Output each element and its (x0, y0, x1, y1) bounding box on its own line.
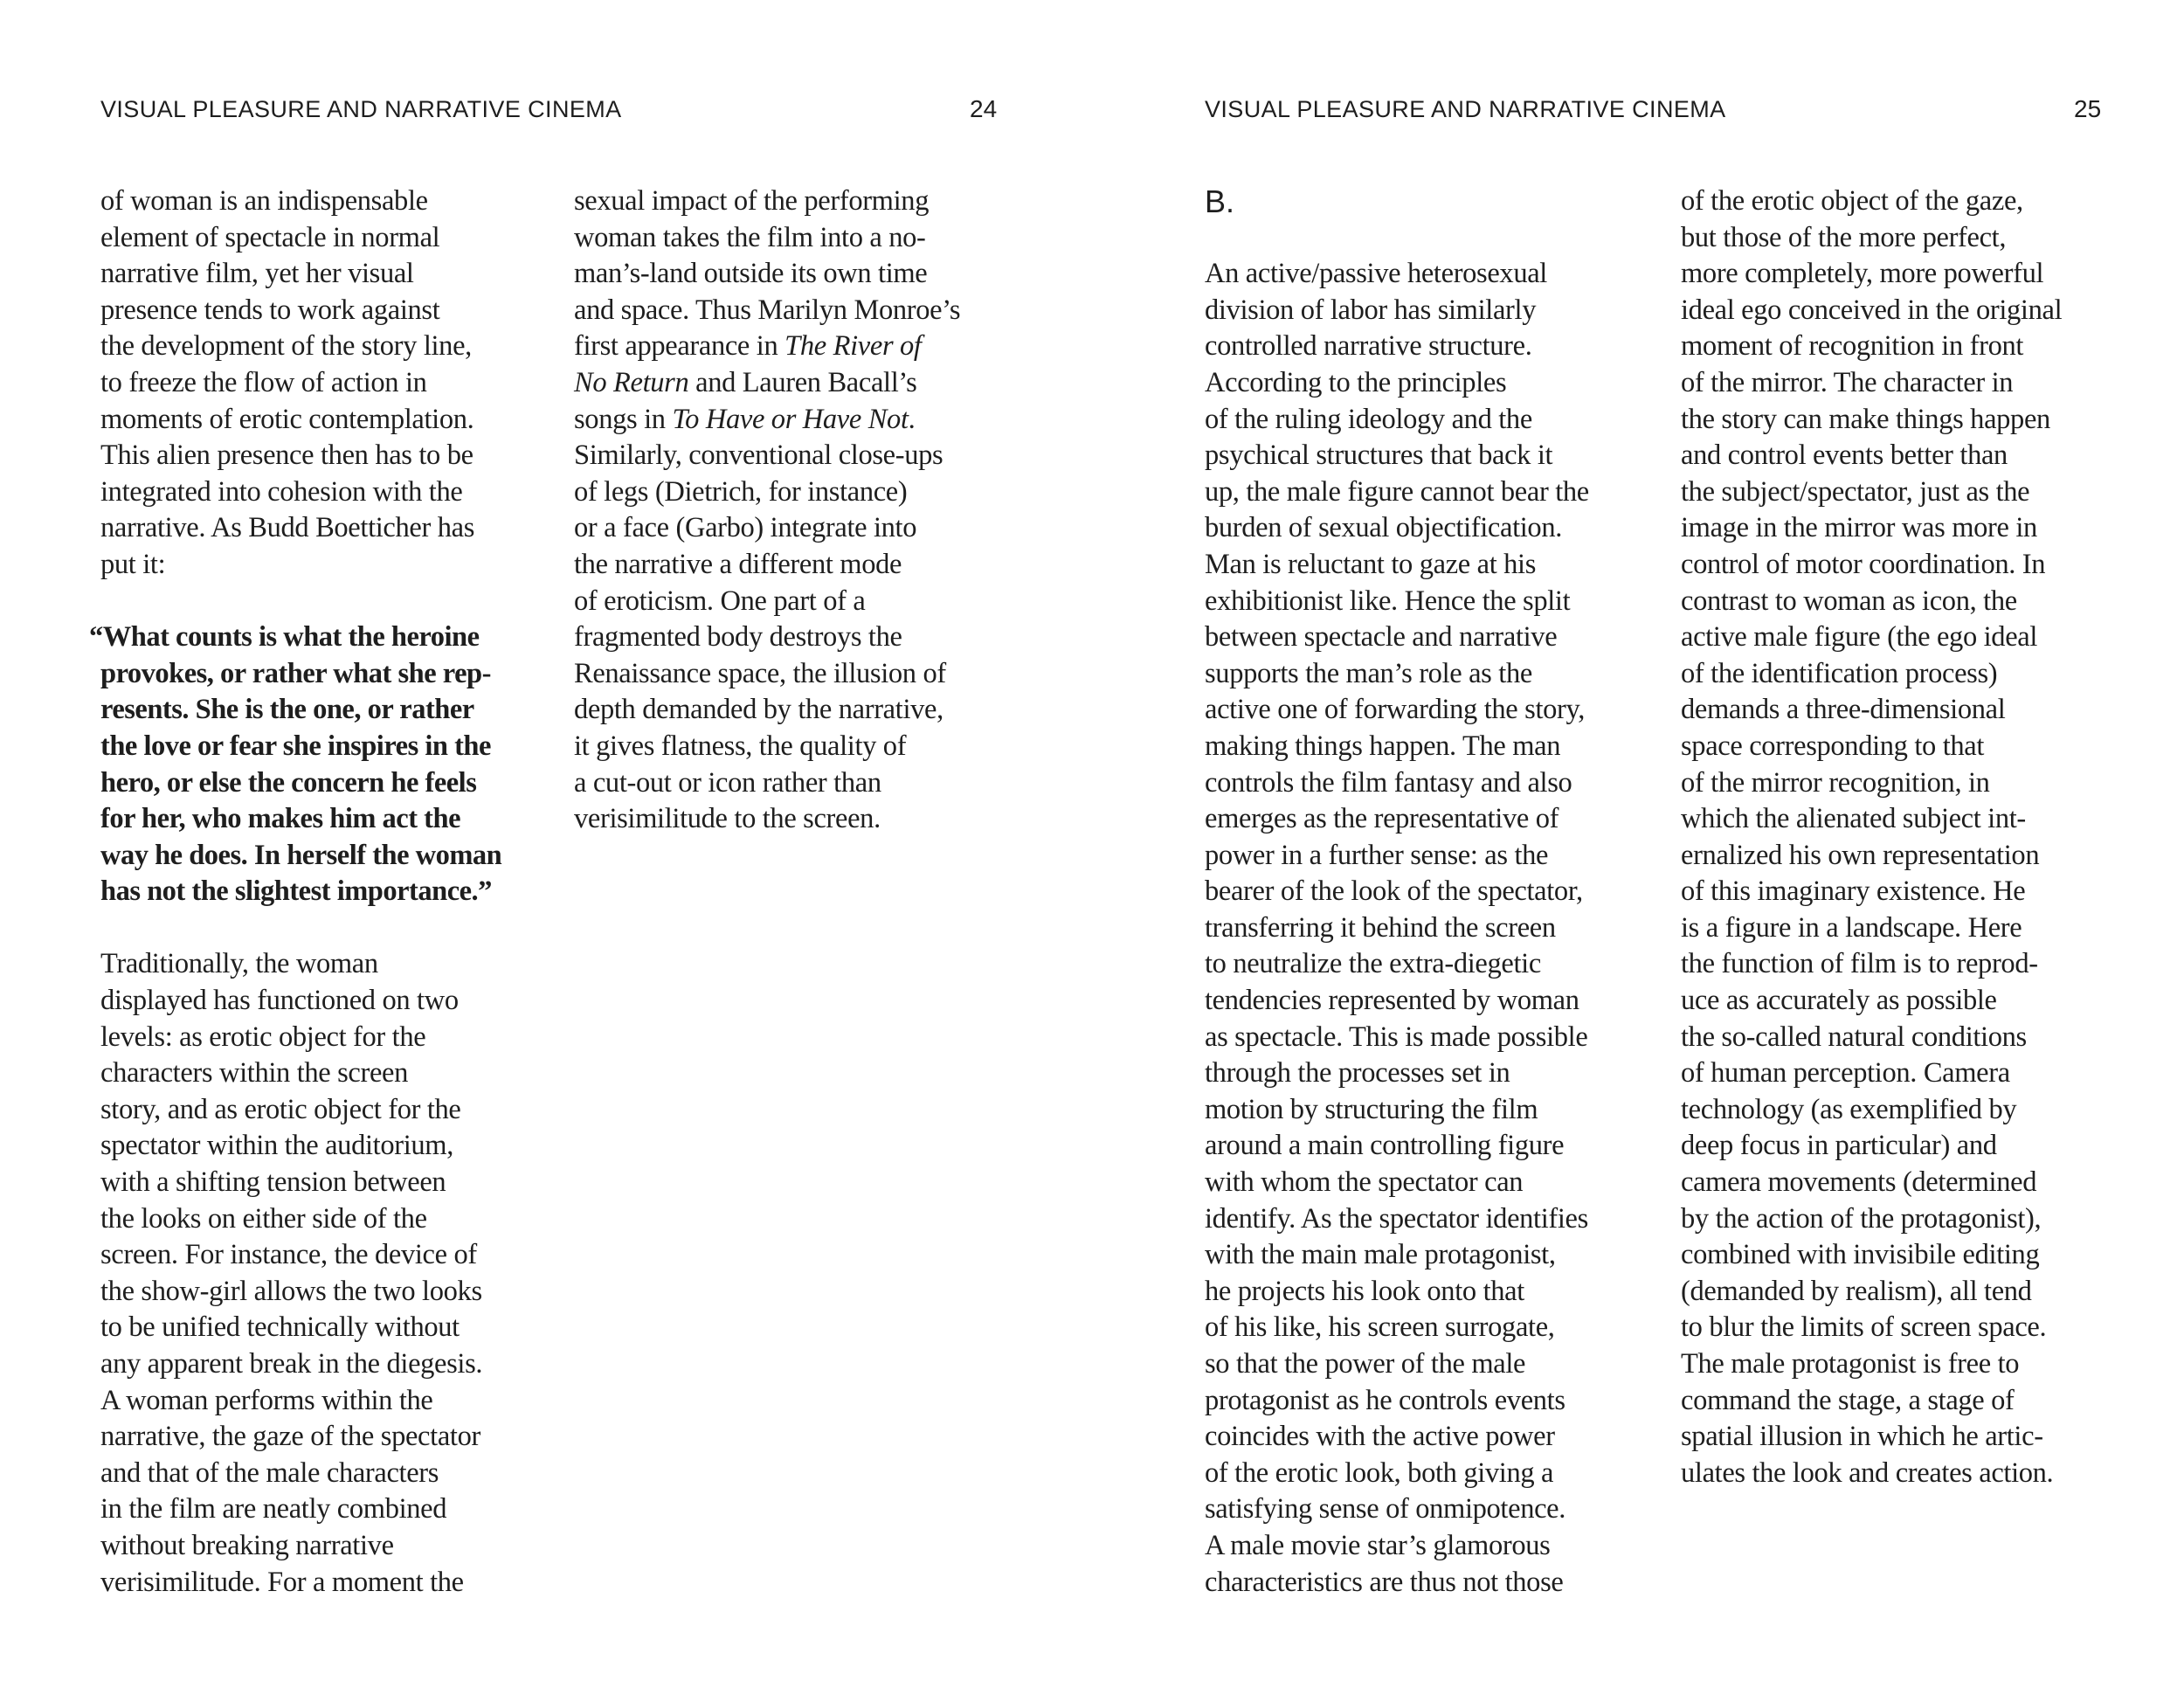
text-line: command the stage, a stage of (1681, 1384, 2015, 1416)
text-line: bearer of the look of the spectator, (1205, 875, 1583, 908)
text-line: by the action of the protagonist), (1681, 1202, 2042, 1235)
text-line: of eroticism. One part of a (574, 585, 866, 617)
text-line: to neutralize the extra-diegetic (1205, 948, 1541, 980)
paragraph-gap (100, 584, 555, 620)
text-line: An active/passive heterosexual (1205, 258, 1547, 290)
text-line: sexual impact of the performing (574, 185, 930, 217)
column-2 (574, 183, 1028, 838)
text-line: burden of sexual objectification. (1205, 512, 1562, 544)
text-line: it gives flatness, the quality of (574, 730, 907, 762)
film-title-river-of-no-return-cont: No Return (574, 366, 689, 398)
text-line: displayed has functioned on two (100, 985, 459, 1017)
text-line: moment of recognition in front (1681, 330, 2024, 363)
text-line: so that the power of the male (1205, 1348, 1526, 1380)
text-line: fragmented body destroys the (574, 621, 902, 654)
text-line: with the main male protagonist, (1205, 1239, 1556, 1271)
text-line: camera movements (determined (1681, 1166, 2037, 1199)
text-line: narrative, the gaze of the spectator (100, 1421, 480, 1453)
paragraph-5 (1681, 183, 2153, 1491)
text-line: image in the mirror was more in (1681, 512, 2037, 544)
text-line: A male movie star’s glamorous (1205, 1529, 1551, 1561)
quote-line: the love or fear she inspires in the (100, 730, 491, 762)
text-line: to blur the limits of screen space. (1681, 1311, 2047, 1344)
paragraph-gap (100, 910, 555, 947)
text-line: woman takes the film into a no- (574, 221, 926, 253)
text-line: space corresponding to that (1681, 730, 1985, 762)
text-line: power in a further sense: as the (1205, 839, 1549, 871)
page-number-right: 25 (2074, 95, 2102, 122)
text-line: of woman is an indispensable (100, 185, 428, 217)
text-line: exhibitionist like. Hence the split (1205, 585, 1571, 617)
text-line: put it: (100, 548, 166, 580)
text-line: narrative film, yet her visual (100, 258, 414, 290)
text-line: around a main controlling figure (1205, 1130, 1565, 1162)
text-line: the so-called natural conditions (1681, 1020, 2027, 1053)
paragraph-3 (574, 183, 1028, 838)
column-3 (1205, 183, 1676, 1601)
text-line (574, 329, 1028, 365)
text-line: of legs (Dietrich, for instance) (574, 475, 908, 508)
text-line: controlled narrative structure. (1205, 330, 1532, 363)
running-head-right: VISUAL PLEASURE AND NARRATIVE CINEMA (1205, 96, 1726, 122)
text-line (574, 365, 1028, 402)
text-line: to freeze the flow of action in (100, 366, 427, 398)
text-line: combined with invisibile editing (1681, 1239, 2040, 1271)
text-line: the show-girl allows the two looks (100, 1275, 482, 1307)
quote-line: for her, who makes him act the (100, 803, 460, 835)
text-line: Traditionally, the woman (100, 948, 378, 980)
text-line: a cut-out or icon rather than (574, 766, 881, 799)
text-line: of his like, his screen surrogate, (1205, 1311, 1555, 1344)
text-line: of the ruling ideology and the (1205, 403, 1532, 435)
text-line: moments of erotic contemplation. (100, 403, 474, 435)
text-line: depth demanded by the narrative, (574, 694, 943, 726)
text-line: and control events better than (1681, 439, 2008, 472)
text-line: satisfying sense of onmipotence. (1205, 1493, 1566, 1525)
quote-line: hero, or else the concern he feels (100, 766, 477, 799)
running-head-left: VISUAL PLEASURE AND NARRATIVE CINEMA (100, 96, 622, 122)
text-line: but those of the more perfect, (1681, 221, 2007, 253)
text-line: the story can make things happen (1681, 403, 2050, 435)
text-line: in the film are neatly combined (100, 1493, 447, 1525)
block-quote (89, 619, 555, 910)
text-line: identify. As the spectator identifies (1205, 1202, 1588, 1235)
text-line: and that of the male characters (100, 1456, 439, 1489)
text-line: protagonist as he controls events (1205, 1384, 1565, 1416)
text-line: narrative. As Budd Boetticher has (100, 512, 474, 544)
text-line: transferring it behind the screen (1205, 911, 1556, 944)
text-line: the function of film is to reprod- (1681, 948, 2038, 980)
paragraph-2 (100, 946, 555, 1601)
text-line: of the erotic object of the gaze, (1681, 185, 2023, 217)
text-line: motion by structuring the film (1205, 1093, 1538, 1125)
text-line: Similarly, conventional close-ups (574, 439, 943, 472)
text-line: ernalized his own representation (1681, 839, 2040, 871)
text-line: of the mirror. The character in (1681, 366, 2014, 398)
text-line: supports the man’s role as the (1205, 657, 1532, 689)
text-line: between spectacle and narrative (1205, 621, 1558, 654)
text-line: division of labor has similarly (1205, 294, 1537, 326)
text-line: story, and as erotic object for the (100, 1093, 461, 1125)
text-line: element of spectacle in normal (100, 221, 440, 253)
column-1 (89, 183, 555, 1601)
text-line: ideal ego conceived in the original (1681, 294, 2063, 326)
text-line: deep focus in particular) and (1681, 1130, 1997, 1162)
text-line: integrated into cohesion with the (100, 475, 463, 508)
text-line: more completely, more powerful (1681, 258, 2044, 290)
text-line: the development of the story line, (100, 330, 472, 363)
text-line: screen. For instance, the device of (100, 1239, 477, 1271)
text-line: with whom the spectator can (1205, 1166, 1524, 1199)
text-line: The male protagonist is free to (1681, 1348, 2020, 1380)
text-line: of the erotic look, both giving a (1205, 1456, 1554, 1489)
text-line: which the alienated subject int- (1681, 803, 2026, 835)
film-title-to-have-or-have-not: To Have or Have Not (672, 403, 909, 435)
text-line: characteristics are thus not those (1205, 1566, 1564, 1598)
text-line: of human perception. Camera (1681, 1057, 2010, 1090)
text-line: characters within the screen (100, 1057, 409, 1090)
text-line: he projects his look onto that (1205, 1275, 1524, 1307)
text-line: This alien presence then has to be (100, 439, 473, 472)
text-line: spatial illusion in which he artic- (1681, 1421, 2043, 1453)
text-run: and Lauren Bacall’s (688, 366, 917, 398)
paragraph-4 (1205, 256, 1676, 1601)
section-heading: B. (1205, 183, 1235, 219)
text-line: tendencies represented by woman (1205, 985, 1579, 1017)
text-line: is a figure in a landscape. Here (1681, 911, 2022, 944)
quote-line: has not the slightest importance.” (100, 875, 492, 908)
text-line: demands a three-dimensional (1681, 694, 2006, 726)
text-line: technology (as exemplified by (1681, 1093, 2017, 1125)
text-line: and space. Thus Marilyn Monroe’s (574, 294, 961, 326)
text-line: the narrative a different mode (574, 548, 902, 580)
text-line: presence tends to work against (100, 294, 440, 326)
text-line: psychical structures that back it (1205, 439, 1553, 472)
text-line: verisimilitude. For a moment the (100, 1566, 464, 1598)
text-line: levels: as erotic object for the (100, 1020, 426, 1053)
quote-line: resents. She is the one, or rather (100, 694, 474, 726)
text-run: songs in (574, 403, 673, 435)
text-line: of the mirror recognition, in (1681, 766, 1990, 799)
column-4 (1681, 183, 2153, 1491)
text-line: uce as accurately as possible (1681, 985, 1997, 1017)
text-line: as spectacle. This is made possible (1205, 1020, 1588, 1053)
text-line: without breaking narrative (100, 1529, 394, 1561)
text-line: Man is reluctant to gaze at his (1205, 548, 1537, 580)
text-line: man’s-land outside its own time (574, 258, 928, 290)
text-line: controls the film fantasy and also (1205, 766, 1572, 799)
text-line: through the processes set in (1205, 1057, 1510, 1090)
text-line: ulates the look and creates action. (1681, 1456, 2054, 1489)
text-line: of the identification process) (1681, 657, 1998, 689)
text-line: active one of forwarding the story, (1205, 694, 1586, 726)
paragraph-1 (100, 183, 555, 584)
text-line: or a face (Garbo) integrate into (574, 512, 917, 544)
film-title-river-of-no-return: The River of (784, 330, 922, 363)
quote-line: “What counts is what the heroine (89, 621, 480, 654)
text-run: first appearance in (574, 330, 785, 363)
text-line: coincides with the active power (1205, 1421, 1555, 1453)
text-line: A woman performs within the (100, 1384, 433, 1416)
text-line: emerges as the representative of (1205, 803, 1559, 835)
text-line: (demanded by realism), all tend (1681, 1275, 2032, 1307)
quote-line: provokes, or rather what she rep- (100, 657, 491, 689)
text-line: to be unified technically without (100, 1311, 460, 1344)
text-line: control of motor coordination. In (1681, 548, 2046, 580)
text-line: Renaissance space, the illusion of (574, 657, 946, 689)
text-line: any apparent break in the diegesis. (100, 1348, 483, 1380)
text-line: making things happen. The man (1205, 730, 1561, 762)
text-line: the subject/spectator, just as the (1681, 475, 2030, 508)
quote-line: way he does. In herself the woman (100, 839, 502, 871)
text-line: of this imaginary existence. He (1681, 875, 2026, 908)
text-line (574, 402, 1028, 439)
text-line: the looks on either side of the (100, 1202, 427, 1235)
text-line: verisimilitude to the screen. (574, 803, 881, 835)
text-line: up, the male figure cannot bear the (1205, 475, 1589, 508)
text-line: with a shifting tension between (100, 1166, 446, 1199)
text-run: . (908, 403, 916, 435)
text-line: contrast to woman as icon, the (1681, 585, 2017, 617)
text-line: According to the principles (1205, 366, 1507, 398)
text-line: spectator within the auditorium, (100, 1130, 453, 1162)
page-number-left: 24 (970, 95, 998, 122)
text-line: active male figure (the ego ideal (1681, 621, 2038, 654)
